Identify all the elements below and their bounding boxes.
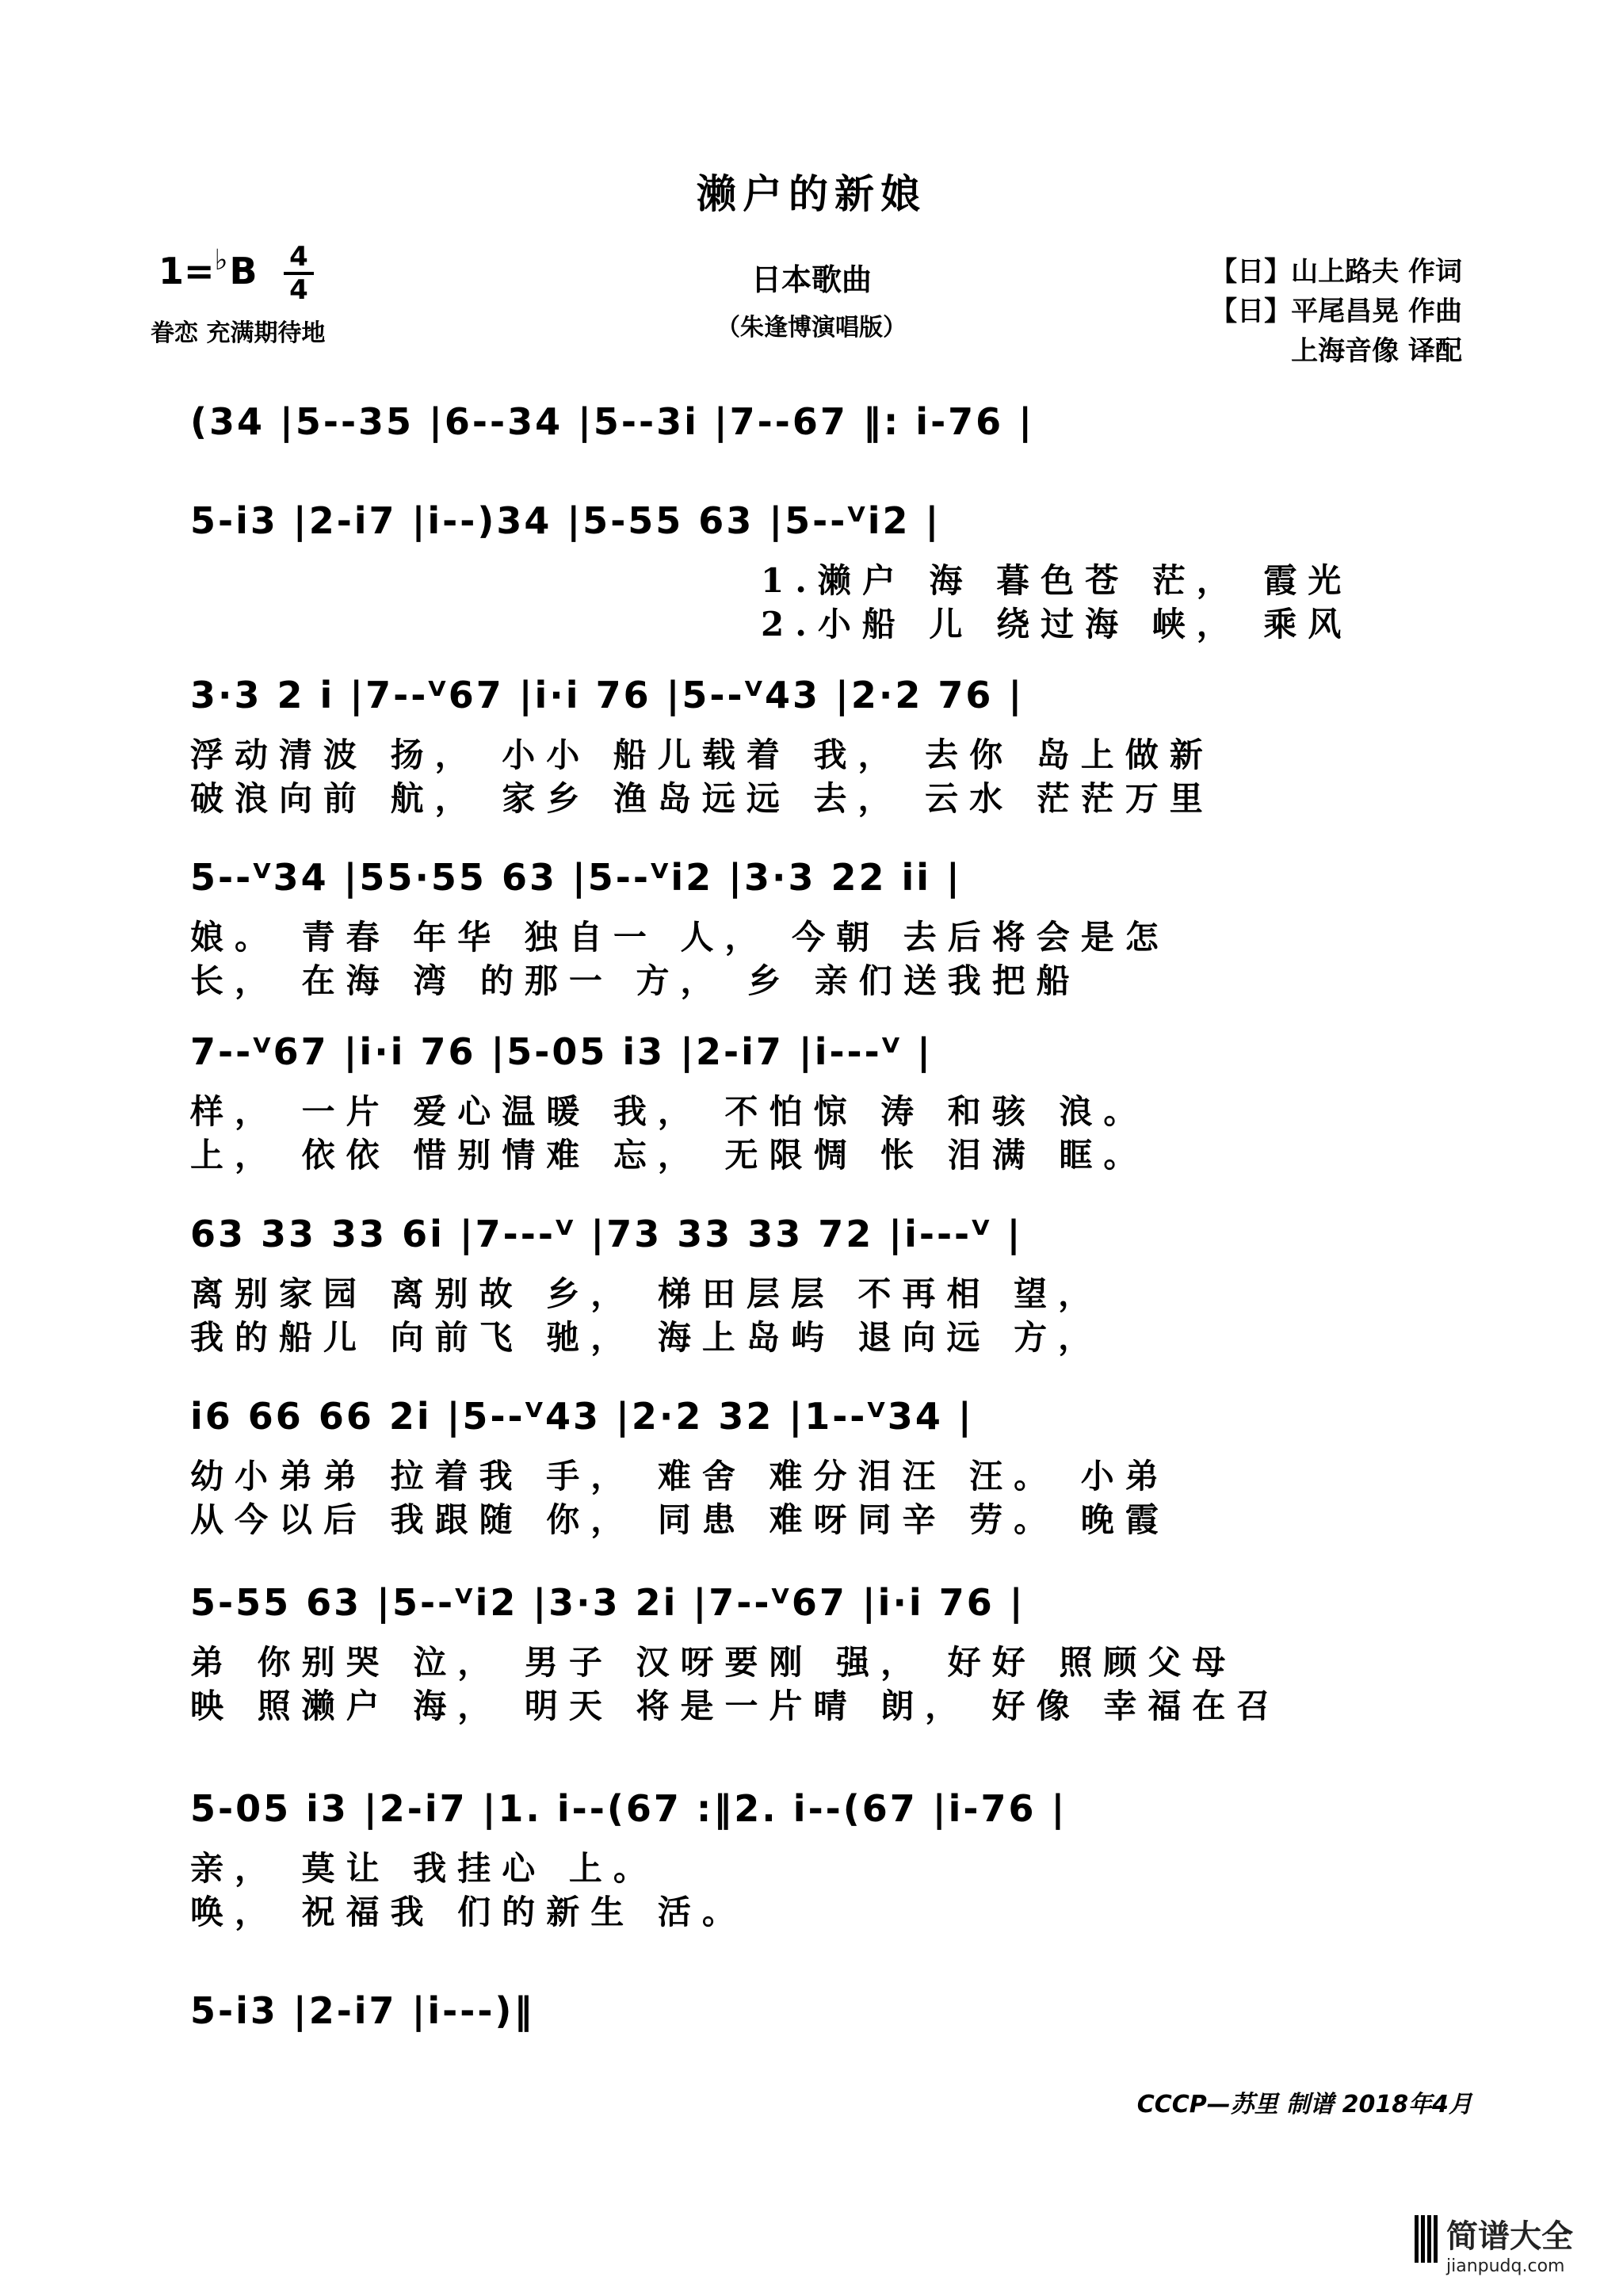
lyricist: 【日】山上路夫 作词 [1210, 256, 1462, 288]
system-1-notes: (34 |5--35 |6--34 |5--3i |7--67 ‖: i-76 | [190, 400, 1034, 443]
system-7-lyric-2: 从今以后 我跟随 你， 同患 难呀同辛 劳。 晚霞 [190, 1500, 1170, 1539]
system-4-lyric-2: 长， 在海 湾 的那一 方， 乡 亲们送我把船 [190, 961, 1081, 1000]
system-6-lyric-1: 离别家园 离别故 乡， 梯田层层 不再相 望， [190, 1274, 1103, 1313]
system-3-lyric-1: 浮动清波 扬， 小小 船儿载着 我， 去你 岛上做新 [190, 735, 1214, 774]
composer: 【日】平尾昌晃 作曲 [1210, 296, 1462, 327]
system-5-lyric-2: 上， 依依 惜别情难 忘， 无限惆 怅 泪满 眶。 [190, 1136, 1148, 1175]
system-5-notes: 7--ⱽ67 |i·i 76 |5-05 i3 |2-i7 |i---ⱽ | [190, 1030, 933, 1073]
system-2-notes: 5-i3 |2-i7 |i--)34 |5-55 63 |5--ⱽi2 | [190, 499, 941, 542]
system-4-lyric-1: 娘。 青春 年华 独自一 人， 今朝 去后将会是怎 [190, 918, 1170, 957]
transcriber-note: CCCP—苏里 制谱 2018年4月 [1136, 2091, 1472, 2118]
tempo-mood: 眷恋 充满期待地 [151, 319, 326, 347]
system-8-lyric-2: 映 照濑户 海， 明天 将是一片晴 朗， 好像 幸福在召 [190, 1687, 1281, 1725]
system-8-notes: 5-55 63 |5--ⱽi2 |3·3 2i |7--ⱽ67 |i·i 76 | [190, 1581, 1025, 1624]
arranger: 上海音像 译配 [1291, 335, 1462, 367]
system-3-notes: 3·3 2 i |7--ⱽ67 |i·i 76 |5--ⱽ43 |2·2 76 | [190, 674, 1025, 716]
time-top: 4 [289, 241, 308, 273]
genre: 日本歌曲 [750, 262, 872, 297]
system-8-lyric-1: 弟 你别哭 泣， 男子 汉呀要刚 强， 好好 照顾父母 [190, 1643, 1237, 1682]
watermark-url: jianpudq.com [1446, 2256, 1565, 2276]
system-7-lyric-1: 幼小弟弟 拉着我 手， 难舍 难分泪汪 汪。 小弟 [190, 1457, 1170, 1496]
flat-symbol: ♭ [214, 244, 228, 277]
system-9-lyric-2: 唤， 祝福我 们的新生 活。 [190, 1893, 747, 1931]
credits [1210, 252, 1462, 371]
system-5-lyric-1: 样， 一片 爱心温暖 我， 不怕惊 涛 和骇 浪。 [190, 1092, 1148, 1131]
watermark [1446, 2211, 1573, 2276]
system-2-lyric-2: 2.小船 儿 绕过海 峡， 乘风 [761, 605, 1353, 644]
system-6-notes: 63 33 33 6i |7---ⱽ |73 33 33 72 |i---ⱽ | [190, 1213, 1023, 1255]
system-3-lyric-2: 破浪向前 航， 家乡 渔岛远远 去， 云水 茫茫万里 [190, 779, 1214, 818]
time-bottom: 4 [289, 274, 308, 306]
system-9-lyric-1: 亲， 莫让 我挂心 上。 [190, 1849, 658, 1888]
piano-keys-icon [1415, 2215, 1442, 2263]
key-label: 1= [158, 250, 215, 292]
system-6-lyric-2: 我的船儿 向前飞 驰， 海上岛屿 退向远 方， [190, 1318, 1103, 1357]
system-4-notes: 5--ⱽ34 |55·55 63 |5--ⱽi2 |3·3 22 ii | [190, 856, 962, 899]
watermark-name: 简谱大全 [1446, 2218, 1573, 2255]
key-note: B [229, 250, 258, 292]
version: （朱逢博演唱版） [716, 314, 907, 342]
system-10-notes: 5-i3 |2-i7 |i---)‖ [190, 1989, 535, 2032]
system-9-notes: 5-05 i3 |2-i7 |1. i--(67 :‖2. i--(67 |i-76 | [190, 1787, 1067, 1830]
system-2-lyric-1: 1.濑户 海 暮色苍 茫， 霞光 [761, 561, 1353, 600]
system-7-notes: i6 66 66 2i |5--ⱽ43 |2·2 32 |1--ⱽ34 | [190, 1395, 974, 1438]
song-title: 濑户的新娘 [697, 171, 926, 217]
